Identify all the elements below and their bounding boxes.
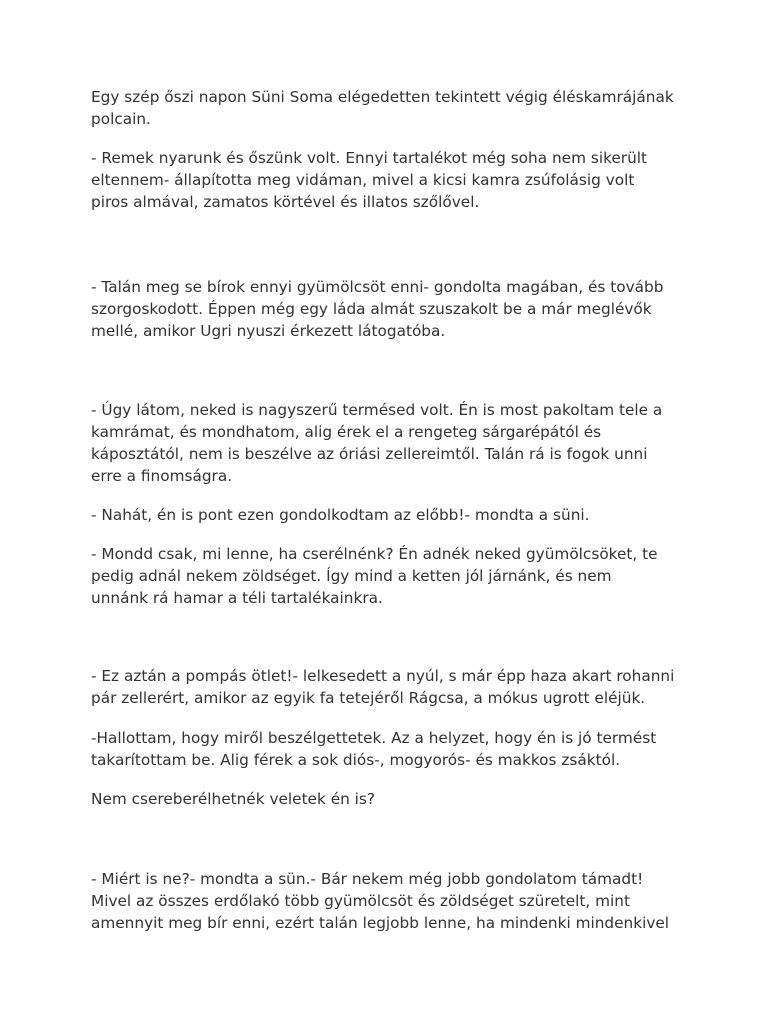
paragraph-9 [91, 788, 691, 810]
text-line: - Miért is ne?- mondta a sün.- Bár nekem még jobb gondolatom támadt! [91, 870, 644, 888]
text-line: Egy szép őszi napon Süni Soma elégedetten tekintett végig éléskamrájának [91, 88, 674, 106]
paragraph-4 [91, 399, 691, 487]
paragraph-10 [91, 868, 691, 934]
text-line: pár zellerért, amikor az egyik fa tetejéről Rágcsa, a mókus ugrott eléjük. [91, 689, 646, 707]
paragraph-3 [91, 276, 691, 342]
paragraph-6 [91, 543, 691, 609]
text-line: -Hallottam, hogy miről beszélgettetek. Az a helyzet, hogy én is jó termést [91, 729, 657, 747]
text-line: unnánk rá hamar a téli tartalékainkra. [91, 589, 383, 607]
paragraph-7 [91, 665, 691, 709]
paragraph-8 [91, 727, 691, 771]
paragraph-2 [91, 147, 691, 213]
text-line: piros almával, zamatos körtével és illatos szőlővel. [91, 193, 480, 211]
text-line: Mivel az összes erdőlakó több gyümölcsöt és zöldséget szüretelt, mint [91, 892, 630, 910]
text-line: pedig adnál nekem zöldséget. Így mind a ketten jól járnánk, és nem [91, 567, 612, 585]
text-line: - Remek nyarunk és őszünk volt. Ennyi tartalékot még soha nem sikerült [91, 149, 648, 167]
paragraph-1 [91, 86, 691, 130]
text-line: - Úgy látom, neked is nagyszerű termésed volt. Én is most pakoltam tele a [91, 401, 663, 419]
text-line: - Nahát, én is pont ezen gondolkodtam az előbb!- mondta a süni. [91, 506, 590, 524]
text-line: eltennem- állapította meg vidáman, mivel a kicsi kamra zsúfolásig volt [91, 171, 635, 189]
text-line: káposztától, nem is beszélve az óriási zellereimtől. Talán rá is fogok unni [91, 445, 648, 463]
text-line: szorgoskodott. Éppen még egy láda almát szuszakolt be a már meglévők [91, 300, 652, 318]
paragraph-5 [91, 504, 691, 526]
text-line: amennyit meg bír enni, ezért talán legjobb lenne, ha mindenki mindenkivel [91, 914, 670, 932]
text-line: - Mondd csak, mi lenne, ha cserélnénk? Én adnék neked gyümölcsöket, te [91, 545, 658, 563]
text-line: takarítottam be. Alig férek a sok diós-, mogyorós- és makkos zsáktól. [91, 751, 621, 769]
text-line: polcain. [91, 110, 151, 128]
text-line: mellé, amikor Ugri nyuszi érkezett látogatóba. [91, 322, 446, 340]
text-line: erre a finomságra. [91, 467, 233, 485]
text-line: kamrámat, és mondhatom, alig érek el a rengeteg sárgarépától és [91, 423, 602, 441]
text-line: - Talán meg se bírok ennyi gyümölcsöt enni- gondolta magában, és tovább [91, 278, 664, 296]
text-line: - Ez aztán a pompás ötlet!- lelkesedett a nyúl, s már épp haza akart rohanni [91, 667, 675, 685]
text-line: Nem csereberélhetnék veletek én is? [91, 790, 376, 808]
